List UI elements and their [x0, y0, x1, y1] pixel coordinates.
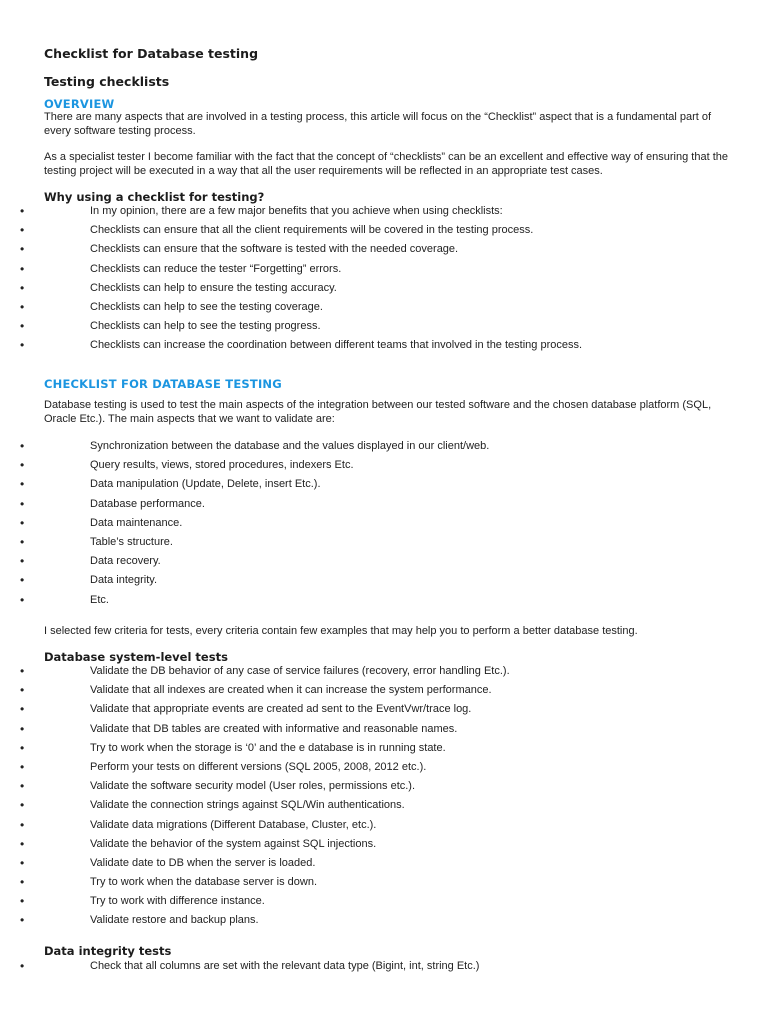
list-item-text: Database performance. — [90, 497, 205, 510]
list-item — [0, 439, 768, 458]
list-item — [0, 242, 768, 261]
list-item-text: Data maintenance. — [90, 516, 183, 529]
list-item — [0, 798, 768, 817]
list-item-text: Checklists can help to see the testing coverage. — [90, 300, 323, 313]
bullet-icon: • — [20, 515, 25, 530]
list-item-text: Checklists can ensure that the software is tested with the needed coverage. — [90, 243, 459, 256]
list-item-text: Validate the connection strings against SQL/Win authentications. — [90, 799, 405, 812]
list-item — [0, 573, 768, 592]
list-item — [0, 319, 768, 338]
list-item-text: Try to work when the storage is ‘0’ and the e database is in running state. — [90, 741, 446, 754]
list-item-text: Data integrity. — [90, 574, 158, 587]
list-item-text: Query results, views, stored procedures, indexers Etc. — [90, 459, 354, 472]
list-item-text: Checklists can help to ensure the testing accuracy. — [90, 281, 337, 294]
list-item-text: Try to work when the database server is down. — [90, 876, 318, 889]
bullet-icon: • — [20, 439, 25, 453]
list-item-text: Synchronization between the database and the values displayed in our client/web. — [90, 440, 490, 452]
bullet-icon: • — [20, 817, 25, 832]
list-item — [0, 477, 768, 496]
list-item — [0, 593, 768, 612]
list-item-text: Validate restore and backup plans. — [90, 914, 259, 927]
bullet-icon: • — [20, 740, 25, 755]
overview-paragraph-1: There are many aspects that are involved in a testing process, this article will focus on the “Checklist” aspect that is a fundamental part of every software testing process. — [44, 111, 712, 137]
bullet-icon: • — [20, 664, 25, 678]
list-item-text: Check that all columns are set with the relevant data type (Bigint, int, string Etc.) — [90, 960, 480, 972]
list-item-text: Data manipulation (Update, Delete, insert Etc.). — [90, 478, 321, 491]
bullet-icon: • — [20, 779, 25, 794]
bullet-icon: • — [20, 875, 25, 890]
bullet-icon: • — [20, 261, 25, 276]
list-item — [0, 779, 768, 798]
bullet-icon: • — [20, 554, 25, 569]
db-checklist-outro: I selected few criteria for tests, every criteria contain few examples that may help you to perform a better database testing. — [44, 625, 638, 637]
bullet-icon: • — [20, 534, 25, 549]
list-item-text: Validate that DB tables are created with informative and reasonable names. — [90, 722, 458, 735]
bullet-icon: • — [20, 798, 25, 813]
bullet-icon: • — [20, 683, 25, 698]
list-item-text: Data recovery. — [90, 555, 161, 568]
bullet-icon: • — [20, 959, 25, 973]
list-item — [0, 535, 768, 554]
list-item-text: Validate date to DB when the server is loaded. — [90, 856, 316, 869]
list-item — [0, 281, 768, 300]
list-item-text: Validate that all indexes are created when it can increase the system performance. — [90, 684, 492, 697]
overview-heading: OVERVIEW — [44, 97, 115, 111]
why-heading: Why using a checklist for testing? — [44, 190, 265, 204]
list-item-text: Checklists can increase the coordination between different teams that involved in the testing process. — [90, 339, 583, 352]
system-level-heading: Database system-level tests — [44, 650, 228, 664]
list-item — [0, 338, 768, 357]
list-item — [0, 262, 768, 281]
bullet-icon: • — [20, 223, 25, 238]
list-item-text: Checklists can help to see the testing progress. — [90, 320, 321, 333]
list-item — [0, 554, 768, 573]
list-item-text: Try to work with difference instance. — [90, 895, 265, 908]
why-list — [0, 204, 768, 358]
bullet-icon: • — [20, 592, 25, 607]
bullet-icon: • — [20, 477, 25, 492]
bullet-icon: • — [20, 280, 25, 295]
bullet-icon: • — [20, 721, 25, 736]
list-item — [0, 818, 768, 837]
list-item — [0, 875, 768, 894]
list-item-text: Checklists can reduce the tester “Forgetting” errors. — [90, 262, 342, 275]
list-item-text: Etc. — [90, 593, 109, 606]
bullet-icon: • — [20, 338, 25, 353]
list-item — [0, 856, 768, 875]
document-subtitle: Testing checklists — [44, 74, 170, 89]
bullet-icon: • — [20, 913, 25, 928]
db-checklist-heading: CHECKLIST FOR DATABASE TESTING — [44, 377, 282, 391]
list-item-text: Validate the behavior of the system against SQL injections. — [90, 837, 377, 850]
list-item — [0, 837, 768, 856]
overview-paragraph-2: As a specialist tester I become familiar with the fact that the concept of “checklists” can be an excellent and effective way of ensuring that the testing project will be executed in a way that all the user requirements will be reflected in an appropriate test cases. — [44, 151, 728, 177]
list-item-text: In my opinion, there are a few major benefits that you achieve when using checklists: — [90, 205, 503, 217]
integrity-heading: Data integrity tests — [44, 944, 172, 958]
list-item-text: Validate that appropriate events are created ad sent to the EventVwr/trace log. — [90, 703, 472, 716]
list-item — [0, 664, 768, 683]
bullet-icon: • — [20, 855, 25, 870]
system-level-list — [0, 664, 768, 933]
list-item — [0, 516, 768, 535]
list-item — [0, 300, 768, 319]
bullet-icon: • — [20, 836, 25, 851]
bullet-icon: • — [20, 573, 25, 588]
list-item — [0, 959, 768, 978]
list-item — [0, 894, 768, 913]
bullet-icon: • — [20, 702, 25, 717]
bullet-icon: • — [20, 894, 25, 909]
list-item — [0, 760, 768, 779]
list-item-text: Table’s structure. — [90, 535, 173, 548]
bullet-icon: • — [20, 299, 25, 314]
list-item — [0, 702, 768, 721]
db-checklist-intro: Database testing is used to test the main aspects of the integration between our tested software and the chosen database platform (SQL, Oracle Etc.). The main aspects that we want to validate are: — [44, 399, 712, 425]
list-item — [0, 683, 768, 702]
list-item-text: Validate data migrations (Different Database, Cluster, etc.). — [90, 818, 377, 831]
db-aspects-list — [0, 439, 768, 612]
list-item-text: Validate the software security model (User roles, permissions etc.). — [90, 780, 416, 793]
list-item — [0, 458, 768, 477]
list-item-text: Validate the DB behavior of any case of service failures (recovery, error handling Etc.). — [90, 665, 510, 677]
bullet-icon: • — [20, 242, 25, 257]
bullet-icon: • — [20, 319, 25, 334]
list-item-text: Checklists can ensure that all the client requirements will be covered in the testing process. — [90, 224, 534, 237]
list-item — [0, 722, 768, 741]
list-item — [0, 223, 768, 242]
list-item-text: Perform your tests on different versions (SQL 2005, 2008, 2012 etc.). — [90, 760, 427, 773]
bullet-icon: • — [20, 759, 25, 774]
bullet-icon: • — [20, 204, 25, 218]
bullet-icon: • — [20, 496, 25, 511]
integrity-list — [0, 959, 768, 978]
document-title: Checklist for Database testing — [44, 46, 259, 61]
list-item — [0, 204, 768, 223]
bullet-icon: • — [20, 458, 25, 473]
list-item — [0, 497, 768, 516]
list-item — [0, 913, 768, 932]
list-item — [0, 741, 768, 760]
